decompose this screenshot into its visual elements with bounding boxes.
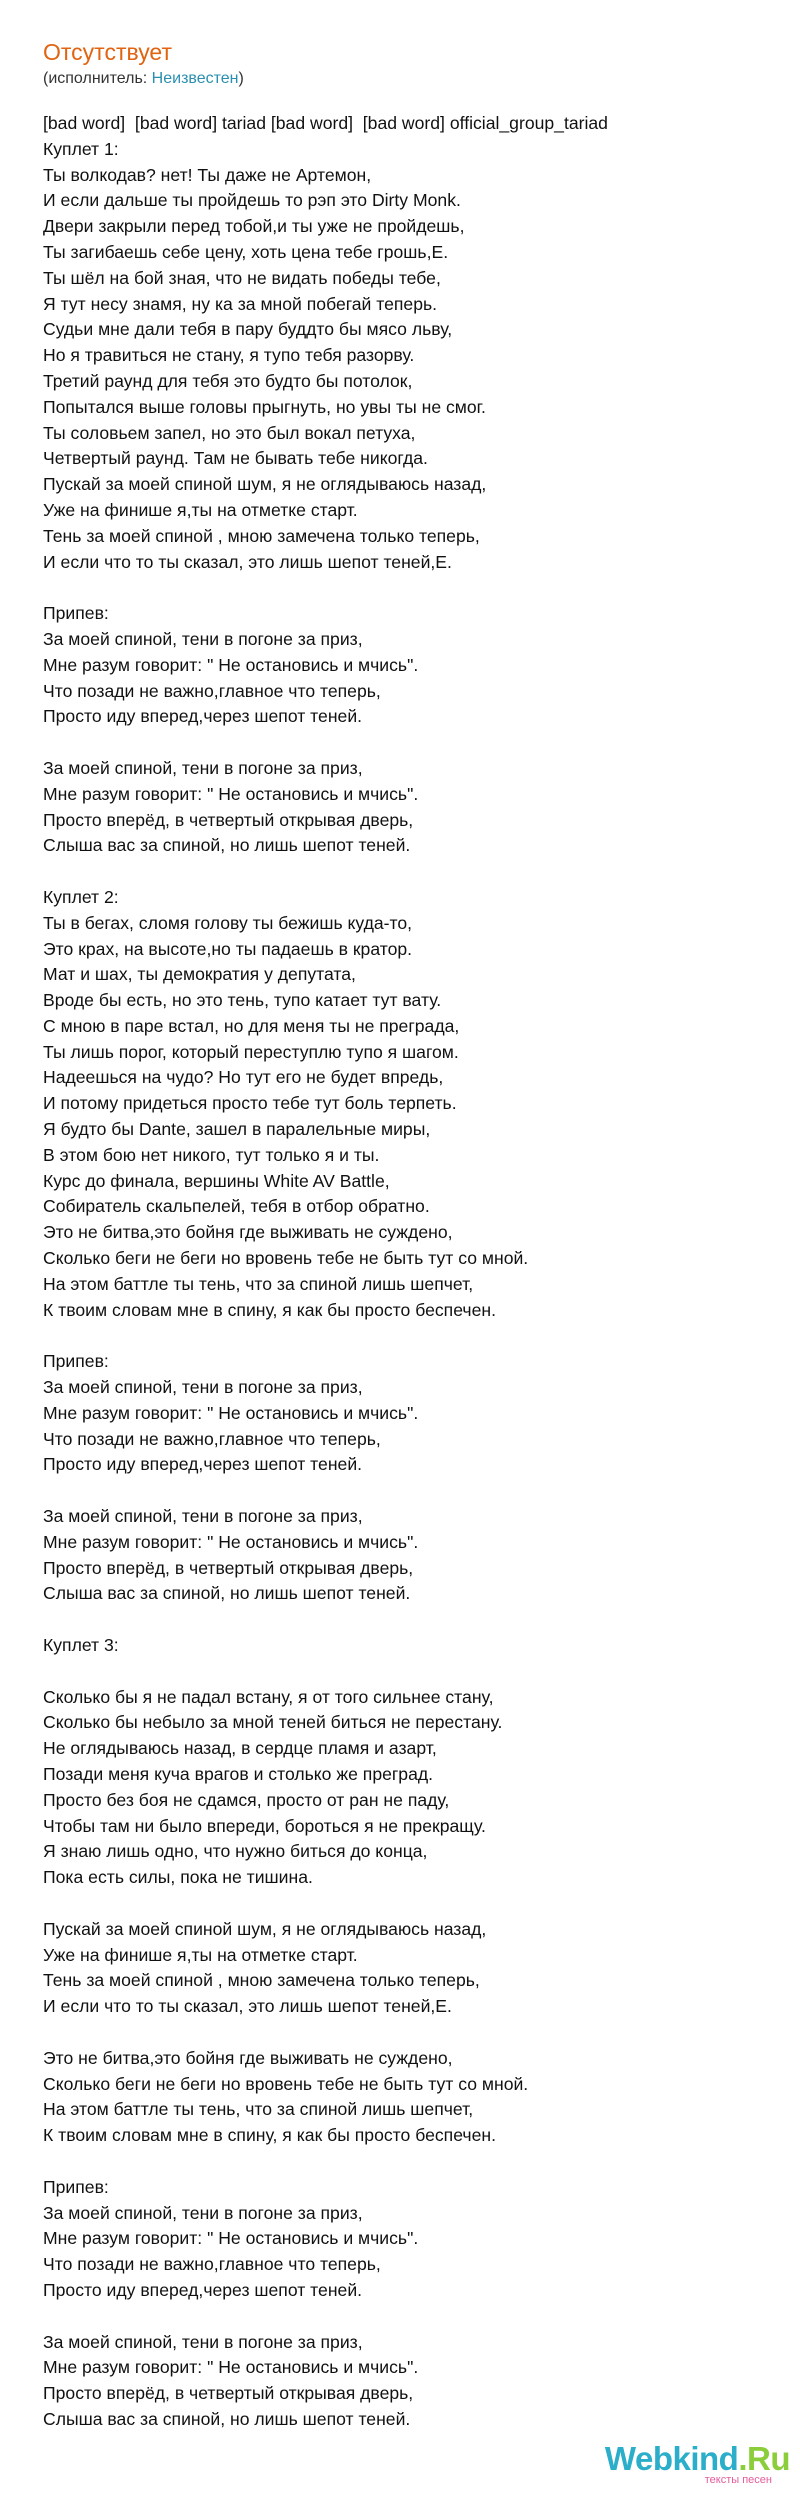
lyrics-text <box>43 111 763 2433</box>
lyric-line: И если что то ты сказал, это лишь шепот теней,Е. <box>43 551 452 572</box>
lyric-line: Припев: <box>43 2176 109 2197</box>
lyric-line: Просто иду вперед,через шепот теней. <box>43 1454 363 1475</box>
page-title: Отсутствует <box>43 39 172 65</box>
lyric-line: Ты соловьем запел, но это был вокал петуха, <box>43 422 416 443</box>
lyric-line: И если дальше ты пройдешь то рэп это Dirty Monk. <box>43 190 461 211</box>
lyric-line: И потому придеться просто тебе тут боль терпеть. <box>43 1093 457 1114</box>
lyric-line: Ты волкодав? нет! Ты даже не Артемон, <box>43 164 372 185</box>
lyric-line: Попытался выше головы прыгнуть, но увы ты не смог. <box>43 396 486 417</box>
lyric-line: За моей спиной, тени в погоне за приз, <box>43 2202 363 2223</box>
lyric-line: Уже на финише я,ты на отметке старт. <box>43 499 358 520</box>
artist-suffix: ) <box>238 70 244 87</box>
lyric-line: Мне разум говорит: " Не остановись и мчись". <box>43 1402 419 1423</box>
lyric-line: Просто иду вперед,через шепот теней. <box>43 2279 363 2300</box>
lyric-line: Тень за моей спиной , мною замечена только теперь, <box>43 1970 480 1991</box>
lyric-line: В этом бою нет никого, тут только я и ты. <box>43 1144 380 1165</box>
lyric-line: [bad word] [bad word] tariad [bad word] [bad word] official_group_tariad <box>43 113 608 133</box>
lyric-line: Собиратель скальпелей, тебя в отбор обратно. <box>43 1196 430 1217</box>
lyric-line: Курс до финала, вершины White AV Battle, <box>43 1170 390 1191</box>
lyric-line <box>43 730 763 756</box>
lyric-line: За моей спиной, тени в погоне за приз, <box>43 757 363 778</box>
artist-prefix: (исполнитель: <box>43 70 152 87</box>
lyric-line <box>43 2020 763 2046</box>
lyric-line: Мат и шах, ты демократия у депутата, <box>43 964 356 985</box>
lyric-line: Я знаю лишь одно, что нужно биться до конца, <box>43 1841 428 1862</box>
lyric-line: Куплет 2: <box>43 886 119 907</box>
lyric-line: Я будто бы Dante, зашел в паралельные миры, <box>43 1119 431 1140</box>
lyric-line: Что позади не важно,главное что теперь, <box>43 2254 381 2275</box>
lyric-line: Я тут несу знамя, ну ка за мной побегай теперь. <box>43 293 438 314</box>
lyric-line <box>43 1891 763 1917</box>
page-content <box>43 38 763 2433</box>
lyric-line: Вроде бы есть, но это тень, тупо катает тут вату. <box>43 990 442 1011</box>
lyric-line: Сколько бы я не падал встану, я от того сильнее стану, <box>43 1686 494 1707</box>
lyric-line: На этом баттле ты тень, что за спиной лишь шепчет, <box>43 2099 474 2120</box>
lyric-line: Позади меня куча врагов и столько же преград. <box>43 1764 434 1784</box>
lyric-line <box>43 1607 763 1633</box>
lyric-line: Мне разум говорит: " Не остановись и мчись". <box>43 2228 419 2249</box>
lyric-line <box>43 1323 763 1349</box>
lyric-line: Просто вперёд, в четвертый открывая дверь, <box>43 2383 414 2404</box>
lyric-line: Четвертый раунд. Там не бывать тебе никогда. <box>43 448 428 469</box>
lyric-line: Судьи мне дали тебя в пару буддто бы мясо льву, <box>43 319 453 340</box>
lyric-line: Двери закрыли перед тобой,и ты уже не пройдешь, <box>43 216 465 237</box>
lyric-line: Слыша вас за спиной, но лишь шепот теней. <box>43 835 411 856</box>
lyric-line: За моей спиной, тени в погоне за приз, <box>43 2331 363 2352</box>
lyric-line: Припев: <box>43 1351 109 1372</box>
lyric-line <box>43 1659 763 1685</box>
lyric-line: Сколько беги не беги но вровень тебе не быть тут со мной. <box>43 1248 529 1269</box>
lyric-line: Это не битва,это бойня где выживать не суждено, <box>43 2047 453 2068</box>
lyric-line: Просто иду вперед,через шепот теней. <box>43 706 363 727</box>
lyric-line: С мною в паре встал, но для меня ты не преграда, <box>43 1015 460 1036</box>
lyric-line <box>43 2304 763 2330</box>
lyric-line: Надеешься на чудо? Но тут его не будет впредь, <box>43 1067 444 1088</box>
lyric-line: Куплет 1: <box>43 138 119 159</box>
lyric-line: За моей спиной, тени в погоне за приз, <box>43 1506 363 1527</box>
logo-tagline: тексты песен <box>704 2474 772 2486</box>
lyric-line: Пока есть силы, пока не тишина. <box>43 1867 313 1888</box>
lyric-line: Мне разум говорит: " Не остановись и мчись". <box>43 783 419 804</box>
lyric-line: Но я травиться не стану, я тупо тебя разорву. <box>43 345 415 366</box>
lyric-line: К твоим словам мне в спину, я как бы просто беспечен. <box>43 1299 496 1320</box>
lyric-line: Ты шёл на бой зная, что не видать победы тебе, <box>43 267 441 288</box>
lyric-line: Что позади не важно,главное что теперь, <box>43 680 381 701</box>
lyric-line: За моей спиной, тени в погоне за приз, <box>43 1377 363 1398</box>
lyric-line: Мне разум говорит: " Не остановись и мчись". <box>43 1531 419 1552</box>
lyric-line: За моей спиной, тени в погоне за приз, <box>43 628 363 649</box>
lyric-line: Просто вперёд, в четвертый открывая дверь, <box>43 809 414 830</box>
lyric-line: Мне разум говорит: " Не остановись и мчись". <box>43 654 419 675</box>
lyric-line: Слыша вас за спиной, но лишь шепот теней. <box>43 1583 411 1604</box>
lyric-line: Пускай за моей спиной шум, я не оглядываюсь назад, <box>43 474 487 495</box>
logo-tld: .Ru <box>738 2440 790 2477</box>
lyric-line: Что позади не важно,главное что теперь, <box>43 1428 381 1449</box>
lyric-line: Уже на финише я,ты на отметке старт. <box>43 1944 358 1965</box>
lyric-line: На этом баттле ты тень, что за спиной лишь шепчет, <box>43 1273 474 1294</box>
artist-line <box>43 69 763 89</box>
lyric-line: Это крах, на высоте,но ты падаешь в кратор. <box>43 938 413 959</box>
lyric-line: Мне разум говорит: " Не остановись и мчись". <box>43 2357 419 2378</box>
lyric-line <box>43 1478 763 1504</box>
lyric-line: К твоим словам мне в спину, я как бы просто беспечен. <box>43 2125 496 2146</box>
lyric-line: Куплет 3: <box>43 1635 119 1656</box>
lyric-line: Третий раунд для тебя это будто бы потолок, <box>43 370 413 391</box>
lyric-line: Не оглядываюсь назад, в сердце пламя и азарт, <box>43 1738 437 1759</box>
lyric-line: Ты в бегах, сломя голову ты бежишь куда-то, <box>43 912 413 933</box>
lyric-line: Слыша вас за спиной, но лишь шепот теней. <box>43 2408 411 2429</box>
lyric-line: Чтобы там ни было впереди, бороться я не прекращу. <box>43 1815 486 1836</box>
lyric-line: Просто без боя не сдамся, просто от ран не паду, <box>43 1789 450 1810</box>
lyric-line: Ты лишь порог, который переступлю тупо я шагом. <box>43 1041 459 1062</box>
lyric-line <box>43 859 763 885</box>
lyric-line: Сколько бы небыло за мной теней биться не перестану. <box>43 1712 503 1733</box>
lyric-line: И если что то ты сказал, это лишь шепот теней,Е. <box>43 1996 452 2017</box>
logo-wordmark <box>584 2442 790 2476</box>
lyric-line: Сколько беги не беги но вровень тебе не быть тут со мной. <box>43 2073 529 2094</box>
lyric-line <box>43 575 763 601</box>
lyric-line <box>43 2149 763 2175</box>
lyric-line: Пускай за моей спиной шум, я не оглядываюсь назад, <box>43 1918 487 1939</box>
lyric-line: Просто вперёд, в четвертый открывая дверь, <box>43 1557 414 1578</box>
lyric-line: Это не битва,это бойня где выживать не суждено, <box>43 1222 453 1243</box>
lyric-line: Ты загибаешь себе цену, хоть цена тебе грошь,Е. <box>43 241 449 262</box>
lyric-line: Тень за моей спиной , мною замечена только теперь, <box>43 525 480 546</box>
artist-link[interactable]: Неизвестен <box>151 70 239 87</box>
logo-name: Webkind <box>604 2440 739 2477</box>
lyric-line: Припев: <box>43 603 109 624</box>
site-logo[interactable] <box>584 2442 790 2486</box>
